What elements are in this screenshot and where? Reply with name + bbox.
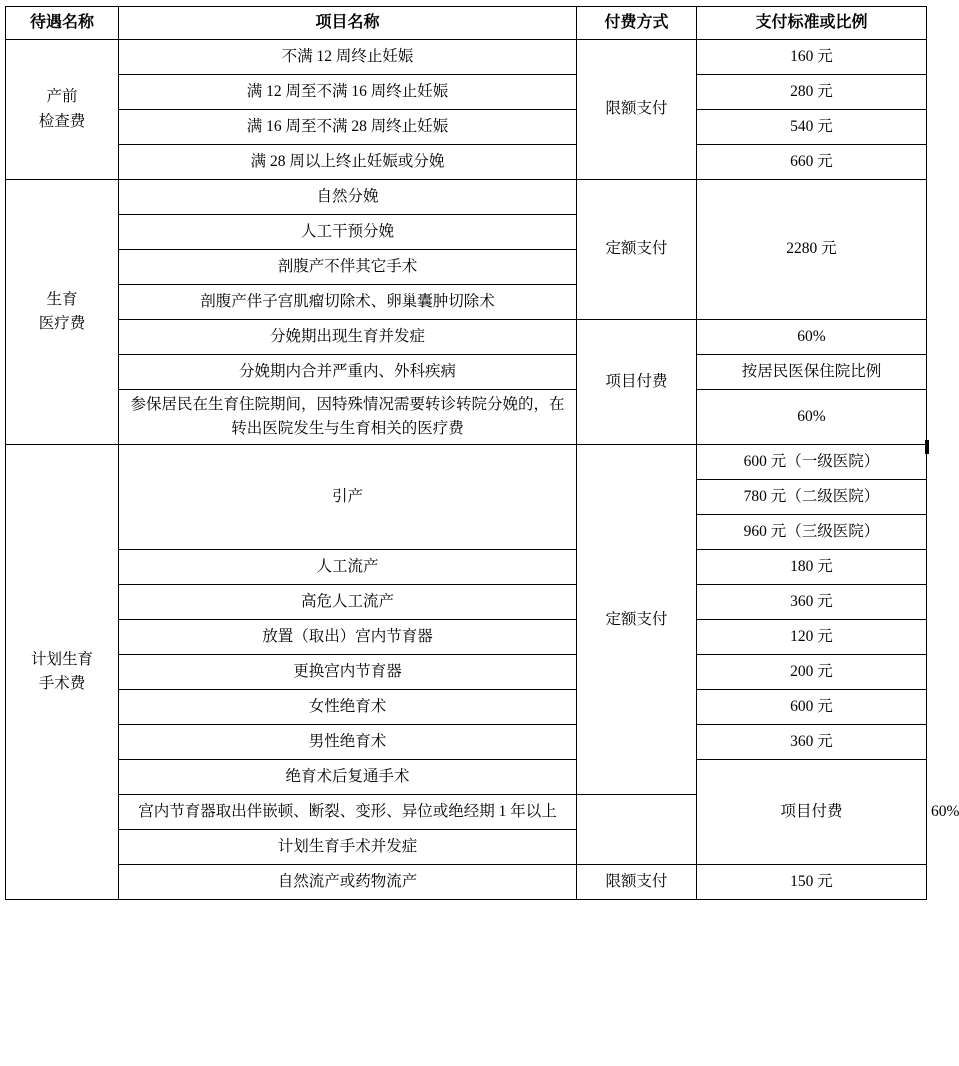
table-row [6, 445, 927, 480]
item-name-cell: 引产 [119, 445, 577, 550]
item-name-cell: 满 12 周至不满 16 周终止妊娠 [119, 75, 577, 110]
standard-cell: 780 元（二级医院） [697, 480, 927, 515]
item-name-cell: 女性绝育术 [119, 690, 577, 725]
benefit-name-line: 医疗费 [38, 315, 86, 333]
standard-cell: 120 元 [697, 620, 927, 655]
item-name-cell: 计划生育手术并发症 [119, 830, 577, 865]
table-row [6, 550, 927, 585]
standard-cell: 按居民医保住院比例 [697, 355, 927, 390]
benefit-name-line: 计划生育 [30, 651, 93, 669]
table-row [6, 620, 927, 655]
item-name-cell: 人工干预分娩 [119, 215, 577, 250]
table-row [6, 145, 927, 180]
pay-method-cell: 限额支付 [577, 865, 697, 900]
item-name-cell: 更换宫内节育器 [119, 655, 577, 690]
table-row [6, 75, 927, 110]
header-benefit-name: 待遇名称 [6, 7, 119, 40]
standard-cell: 360 元 [697, 725, 927, 760]
table-row [6, 180, 927, 215]
pay-method-cell: 定额支付 [577, 180, 697, 320]
pay-method-cell: 项目付费 [697, 760, 927, 865]
page-edge-mark [925, 440, 929, 454]
standard-cell: 60% [697, 390, 927, 445]
item-name-cell: 满 28 周以上终止妊娠或分娩 [119, 145, 577, 180]
standard-cell: 600 元 [697, 690, 927, 725]
item-name-cell: 高危人工流产 [119, 585, 577, 620]
item-name-cell: 绝育术后复通手术 [119, 760, 577, 795]
item-name-cell: 参保居民在生育住院期间，因特殊情况需要转诊转院分娩的，在转出医院发生与生育相关的医疗费 [119, 390, 577, 445]
table-row [6, 865, 927, 900]
standard-cell: 160 元 [697, 40, 927, 75]
item-name-cell: 剖腹产伴子宫肌瘤切除术、卵巢囊肿切除术 [119, 285, 577, 320]
item-name-cell: 宫内节育器取出伴嵌顿、断裂、变形、异位或绝经期 1 年以上 [119, 795, 577, 830]
item-name-cell: 自然流产或药物流产 [119, 865, 577, 900]
pay-method-cell: 定额支付 [577, 445, 697, 795]
table-row [6, 40, 927, 75]
table-row [6, 390, 927, 445]
header-item-name: 项目名称 [119, 7, 577, 40]
benefit-name-line: 手术费 [38, 675, 86, 693]
table-body [6, 40, 959, 900]
standard-cell: 200 元 [697, 655, 927, 690]
pay-method-cell: 项目付费 [577, 320, 697, 445]
benefit-name-cell [6, 445, 119, 900]
table-row [6, 655, 927, 690]
benefit-name-cell [6, 180, 119, 445]
table-row [6, 355, 927, 390]
standard-cell: 2280 元 [697, 180, 927, 320]
table-header-row [6, 7, 927, 40]
header-pay-method: 付费方式 [577, 7, 697, 40]
table-row [6, 110, 927, 145]
table-row [6, 585, 927, 620]
standard-cell: 600 元（一级医院） [697, 445, 927, 480]
item-name-cell: 满 16 周至不满 28 周终止妊娠 [119, 110, 577, 145]
benefit-name-line: 产前 [46, 88, 78, 106]
standard-cell: 180 元 [697, 550, 927, 585]
benefit-name-line: 生育 [46, 291, 78, 308]
item-name-cell: 人工流产 [119, 550, 577, 585]
standard-cell: 960 元（三级医院） [697, 515, 927, 550]
item-name-cell: 分娩期出现生育并发症 [119, 320, 577, 355]
item-name-cell: 男性绝育术 [119, 725, 577, 760]
standard-cell: 360 元 [697, 585, 927, 620]
standard-cell: 660 元 [697, 145, 927, 180]
standard-cell: 540 元 [697, 110, 927, 145]
maternity-benefit-table [5, 6, 959, 900]
document-page [0, 6, 959, 1066]
benefit-name-cell [6, 40, 119, 180]
item-name-cell: 剖腹产不伴其它手术 [119, 250, 577, 285]
item-name-cell: 放置（取出）宫内节育器 [119, 620, 577, 655]
table-row: 绝育术后复通手术 项目付费 60% [6, 760, 927, 795]
item-name-cell: 分娩期内合并严重内、外科疾病 [119, 355, 577, 390]
benefit-name-line: 检查费 [38, 112, 86, 130]
item-name-cell: 自然分娩 [119, 180, 577, 215]
table-row [6, 725, 927, 760]
item-name-cell: 不满 12 周终止妊娠 [119, 40, 577, 75]
standard-cell: 280 元 [697, 75, 927, 110]
pay-method-cell: 限额支付 [577, 40, 697, 180]
table-row [6, 690, 927, 725]
standard-cell: 60% [697, 320, 927, 355]
table-row [6, 320, 927, 355]
standard-cell: 150 元 [697, 865, 927, 900]
header-standard: 支付标准或比例 [697, 7, 927, 40]
